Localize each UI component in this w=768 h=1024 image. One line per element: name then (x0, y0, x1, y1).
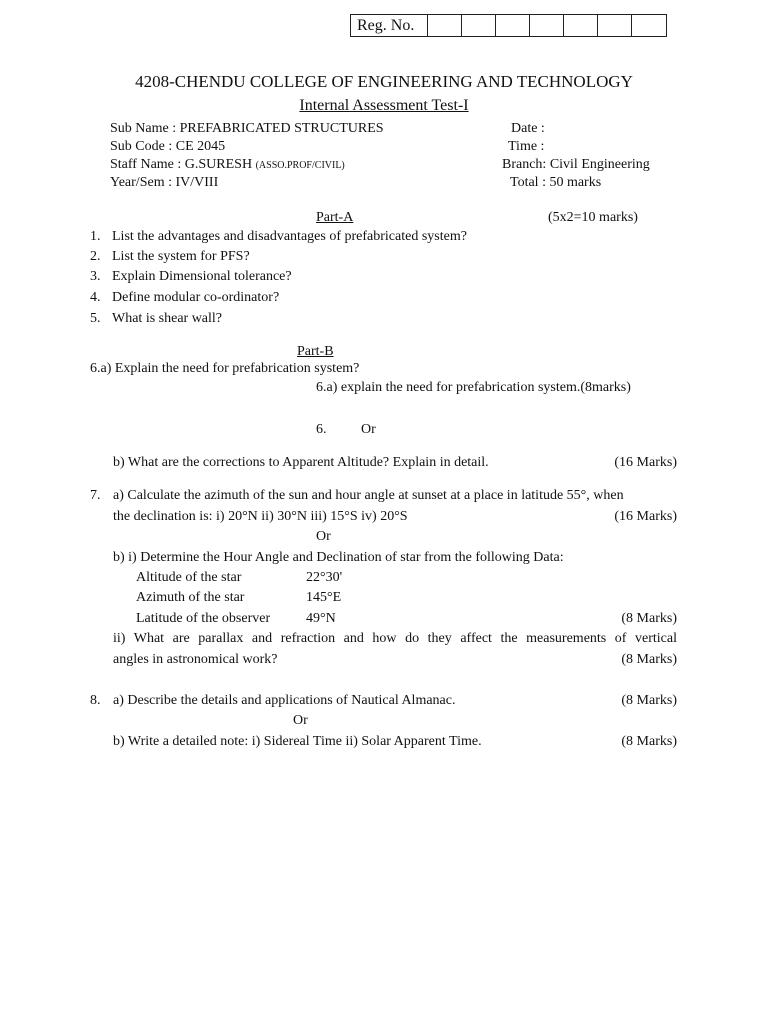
meta-staff-designation: (ASSO.PROF/CIVIL) (255, 160, 345, 171)
reg-no-cell (530, 15, 564, 36)
meta-total: Total : 50 marks (510, 175, 602, 190)
question-text: List the advantages and disadvantages of prefabricated system? (112, 229, 467, 244)
q6b-text: b) What are the corrections to Apparent Altitude? Explain in detail. (113, 455, 489, 470)
question-number: 3. (90, 269, 101, 284)
q6-or: Or (361, 422, 376, 437)
reg-no-label: Reg. No. (351, 15, 428, 36)
q7b-data-value: 49°N (306, 611, 336, 626)
meta-sub-name: Sub Name : PREFABRICATED STRUCTURES (110, 121, 384, 136)
test-title (0, 97, 768, 115)
part-a-question (90, 289, 279, 307)
meta-time: Time : (508, 139, 545, 154)
q6a-left: 6.a) Explain the need for prefabrication system? (90, 361, 360, 376)
q7b-ii-line1: ii) What are parallax and refraction and how do they affect the measurements of vertical (113, 631, 677, 646)
question-text: Explain Dimensional tolerance? (112, 269, 292, 284)
part-a-question (90, 228, 467, 246)
q7b-data-value: 22°30' (306, 570, 343, 585)
reg-no-cell (564, 15, 598, 36)
q7a-line1: a) Calculate the azimuth of the sun and hour angle at sunset at a place in latitude 55°, when (113, 488, 624, 503)
q7b-intro: b) i) Determine the Hour Angle and Declination of star from the following Data: (113, 550, 564, 565)
q6-number: 6. (316, 422, 327, 437)
q8a-text: a) Describe the details and applications of Nautical Almanac. (113, 693, 456, 708)
q7b-data-label: Azimuth of the star (136, 590, 245, 605)
q7b-ii-line2: angles in astronomical work? (113, 652, 278, 667)
meta-staff-name: Staff Name : G.SURESH (110, 157, 253, 172)
question-text: List the system for PFS? (112, 249, 250, 264)
q7a-line2: the declination is: i) 20°N ii) 30°N iii) 15°S iv) 20°S (113, 509, 408, 524)
q7-number: 7. (90, 488, 101, 503)
reg-no-cell (496, 15, 530, 36)
meta-year-sem: Year/Sem : IV/VIII (110, 175, 219, 190)
part-a-question (90, 248, 250, 266)
meta-date: Date : (511, 121, 545, 136)
q7b-data-label: Latitude of the observer (136, 611, 271, 626)
question-number: 4. (90, 290, 101, 305)
part-a-heading: Part-A (316, 210, 354, 225)
reg-no-box (350, 14, 667, 37)
q6b-marks: (16 Marks) (614, 455, 677, 470)
q8-or: Or (293, 713, 308, 728)
question-text: Define modular co-ordinator? (112, 290, 280, 305)
test-title-text: Internal Assessment Test-I (299, 97, 469, 114)
q8-number: 8. (90, 693, 101, 708)
part-a-marks: (5x2=10 marks) (548, 210, 638, 225)
meta-sub-code: Sub Code : CE 2045 (110, 139, 226, 154)
reg-no-cell (632, 15, 666, 36)
question-number: 2. (90, 249, 101, 264)
q7a-marks: (16 Marks) (614, 509, 677, 524)
meta-staff (110, 156, 345, 175)
q7b-data-value: 145°E (306, 590, 342, 605)
q8b-marks: (8 Marks) (621, 734, 677, 749)
question-text: What is shear wall? (112, 311, 223, 326)
part-a-question (90, 268, 292, 286)
reg-no-cell (462, 15, 496, 36)
q8b-text: b) Write a detailed note: i) Sidereal Time ii) Solar Apparent Time. (113, 734, 482, 749)
reg-no-cell (598, 15, 632, 36)
part-a-question (90, 310, 222, 328)
q7-or: Or (316, 529, 331, 544)
question-number: 1. (90, 229, 101, 244)
q7b-ii-marks: (8 Marks) (621, 652, 677, 667)
q7b-data-label: Altitude of the star (136, 570, 242, 585)
q6a-right: 6.a) explain the need for prefabrication system.(8marks) (316, 380, 631, 395)
college-name: 4208-CHENDU COLLEGE OF ENGINEERING AND TECHNOLOGY (135, 72, 633, 91)
part-b-heading: Part-B (297, 344, 334, 359)
meta-branch: Branch: Civil Engineering (502, 157, 650, 172)
q7b-i-marks: (8 Marks) (621, 611, 677, 626)
reg-no-cell (428, 15, 462, 36)
q8a-marks: (8 Marks) (621, 693, 677, 708)
question-number: 5. (90, 311, 101, 326)
